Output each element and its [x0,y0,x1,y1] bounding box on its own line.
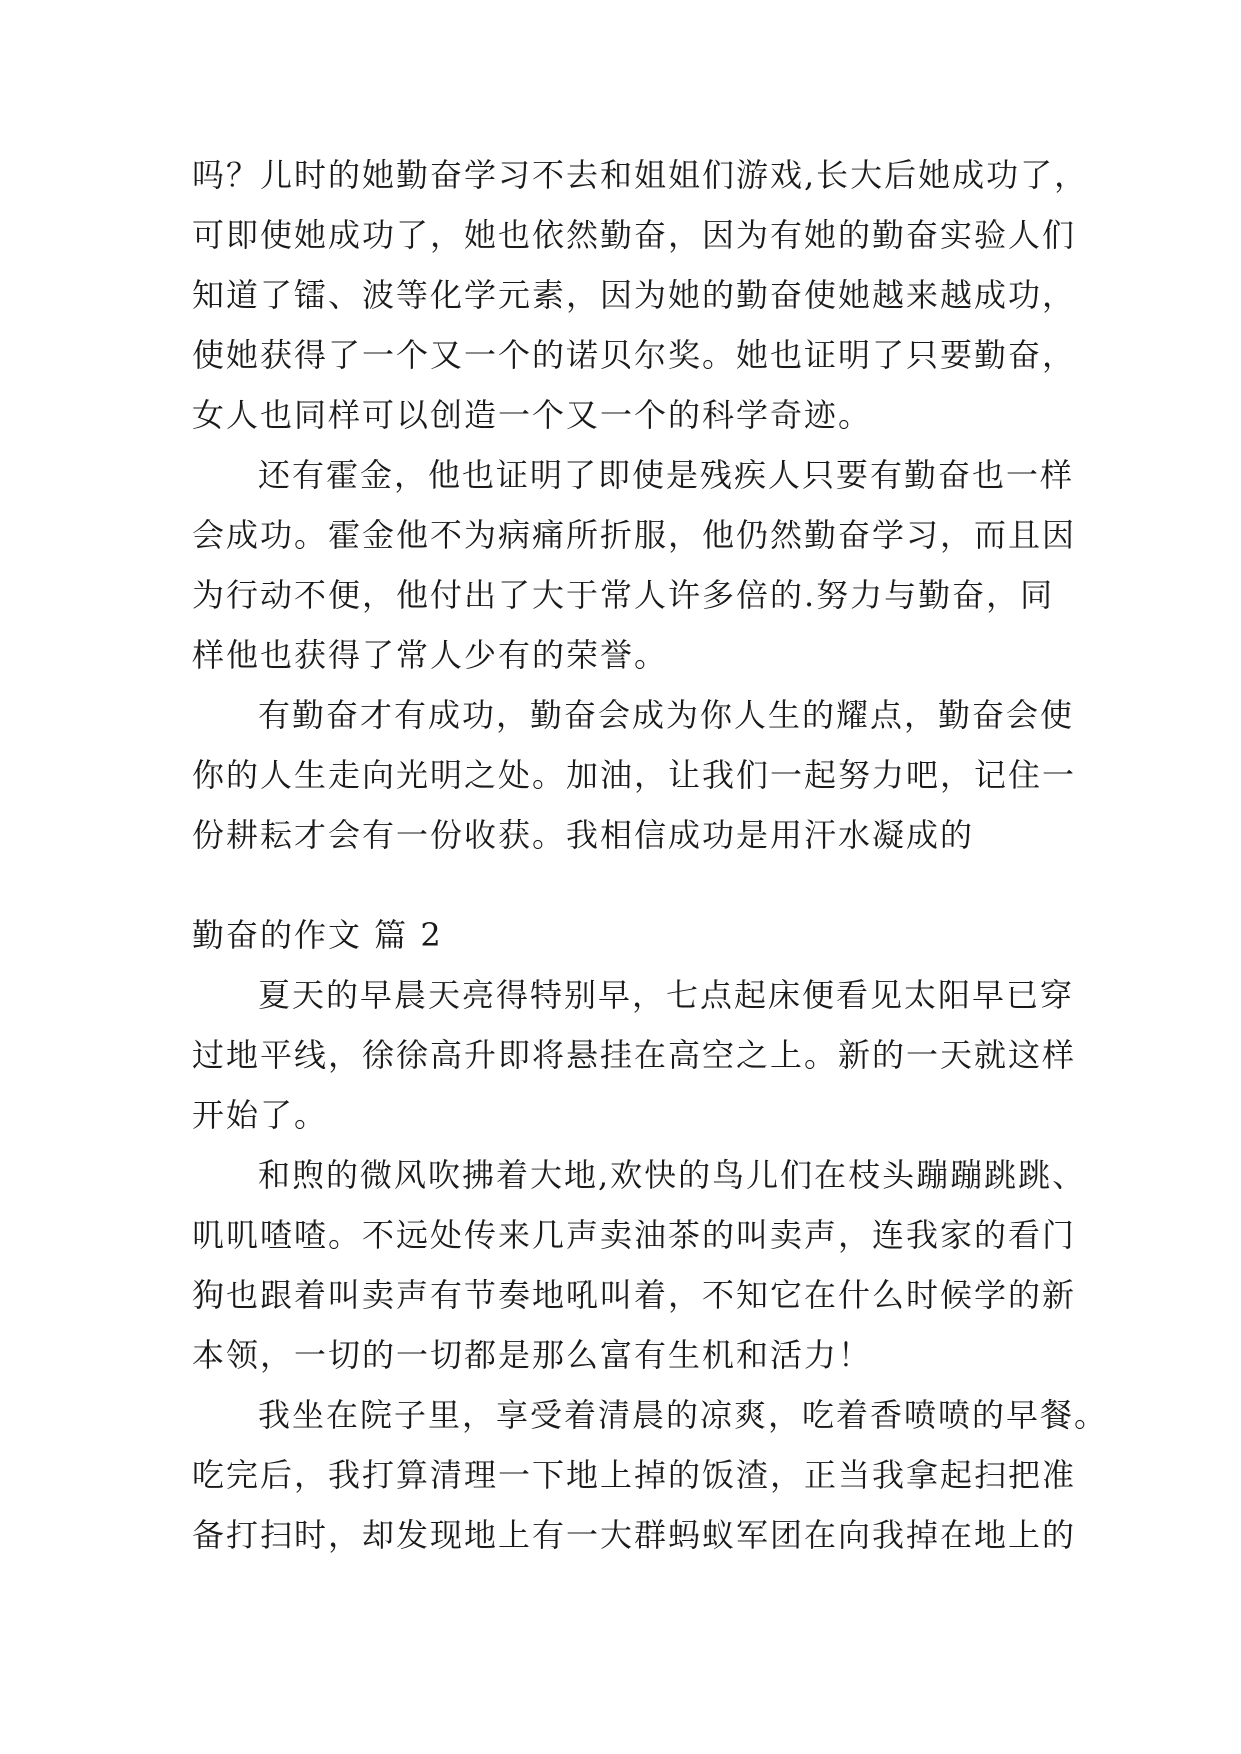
paragraph-line: 还有霍金，他也证明了即使是残疾人只要有勤奋也一样 [258,456,1075,494]
paragraph-line: 有勤奋才有成功，勤奋会成为你人生的耀点，勤奋会使 [258,696,1075,734]
paragraph-line: 吃完后，我打算清理一下地上掉的饭渣，正当我拿起扫把准 [192,1456,1077,1494]
paragraph-line: 会成功。霍金他不为病痛所折服，他仍然勤奋学习，而且因 [192,516,1077,554]
section-heading: 勤奋的作文 篇 2 [192,916,443,954]
paragraph-line: 过地平线，徐徐高升即将悬挂在高空之上。新的一天就这样 [192,1036,1077,1074]
paragraph-line: 份耕耘才会有一份收获。我相信成功是用汗水凝成的 [192,816,975,854]
paragraph-line: 本领，一切的一切都是那么富有生机和活力！ [192,1336,873,1374]
paragraph-line: 吗？儿时的她勤奋学习不去和姐姐们游戏,长大后她成功了， [192,156,1089,194]
paragraph-line: 和煦的微风吹拂着大地,欢快的鸟儿们在枝头蹦蹦跳跳、 [258,1156,1087,1194]
paragraph-line: 狗也跟着叫卖声有节奏地吼叫着，不知它在什么时候学的新 [192,1276,1077,1314]
paragraph-line: 你的人生走向光明之处。加油，让我们一起努力吧，记住一 [192,756,1077,794]
paragraph-line: 知道了镭、波等化学元素，因为她的勤奋使她越来越成功， [192,276,1077,314]
paragraph-line: 为行动不便，他付出了大于常人许多倍的.努力与勤奋，同 [192,576,1055,614]
paragraph-line: 开始了。 [192,1096,329,1134]
paragraph-line: 可即使她成功了，她也依然勤奋，因为有她的勤奋实验人们 [192,216,1077,254]
paragraph-line: 样他也获得了常人少有的荣誉。 [192,636,669,674]
paragraph-line: 我坐在院子里，享受着清晨的凉爽，吃着香喷喷的早餐。 [258,1396,1109,1434]
paragraph-line: 夏天的早晨天亮得特别早，七点起床便看见太阳早已穿 [258,976,1075,1014]
paragraph-line: 叽叽喳喳。不远处传来几声卖油茶的叫卖声，连我家的看门 [192,1216,1077,1254]
paragraph-line: 使她获得了一个又一个的诺贝尔奖。她也证明了只要勤奋， [192,336,1077,374]
paragraph-line: 女人也同样可以创造一个又一个的科学奇迹。 [192,396,873,434]
paragraph-line: 备打扫时，却发现地上有一大群蚂蚁军团在向我掉在地上的 [192,1516,1077,1554]
